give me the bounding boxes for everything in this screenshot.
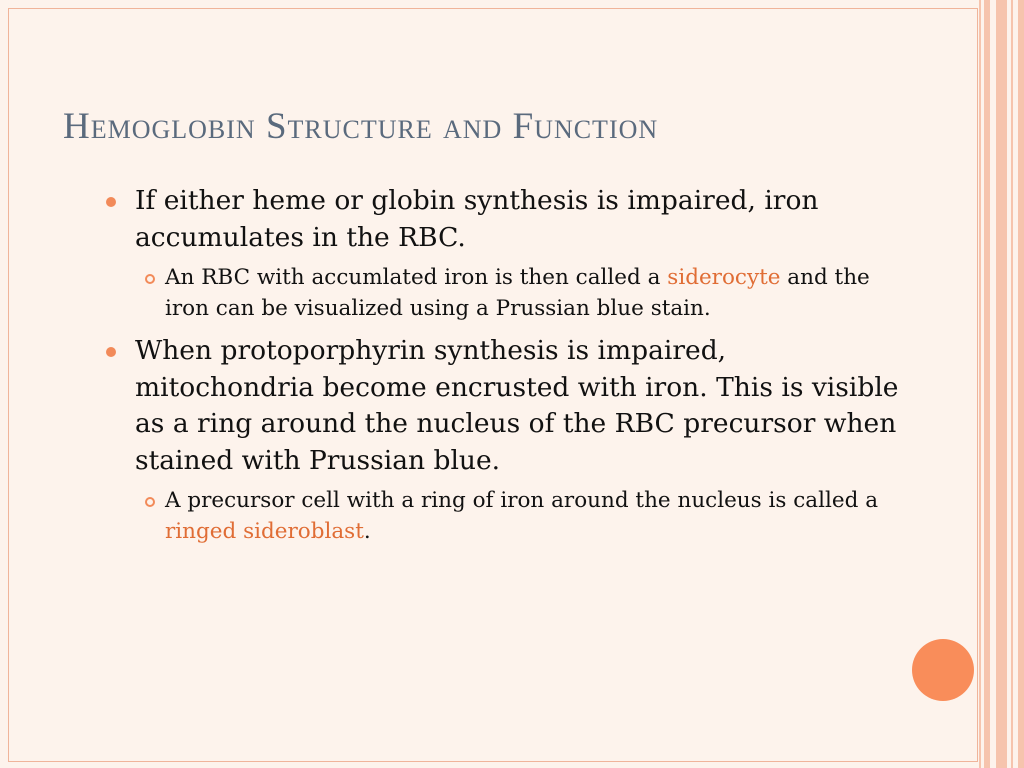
- decor-stripe-3: [996, 0, 1007, 768]
- decor-stripe-2: [984, 0, 990, 768]
- sub-bullet-1-before: An RBC with accumlated iron is then called a: [165, 265, 668, 290]
- bullet-dot-icon: [106, 197, 116, 207]
- decor-stripe-5: [1018, 0, 1024, 768]
- slide-title: Hemoglobin Structure and Function: [63, 106, 659, 147]
- bullet-1-text: If either heme or globin synthesis is impaired, iron accumulates in the RBC.: [135, 185, 819, 253]
- bullet-2-text: When protoporphyrin synthesis is impaired, mitochondria become encrusted with iron. This is visible as a ring around the nucleus of the RBC precursor when stained with Prussian blue.: [135, 335, 899, 476]
- sub-bullet-2-after: .: [363, 518, 371, 544]
- decor-stripe-4: [1011, 0, 1013, 768]
- term-ringed-sideroblast: ringed sideroblast: [165, 518, 364, 544]
- decor-stripe-1: [979, 0, 981, 768]
- decor-circle-icon: [912, 639, 974, 701]
- slide-content: [100, 183, 900, 556]
- sub-bullet-1-after: and the iron can be visualized using a Prussian blue stain.: [165, 265, 870, 321]
- bullet-1: [100, 183, 900, 256]
- bullet-dot-icon: [106, 347, 116, 357]
- sub-bullet-1: [100, 263, 900, 324]
- term-siderocyte: siderocyte: [667, 265, 781, 290]
- ring-bullet-icon: [145, 274, 155, 284]
- bullet-2: [100, 333, 900, 479]
- ring-bullet-icon: [145, 497, 155, 507]
- sub-bullet-2-before: A precursor cell with a ring of iron around the nucleus is called a: [165, 488, 879, 513]
- sub-bullet-2: [100, 486, 900, 547]
